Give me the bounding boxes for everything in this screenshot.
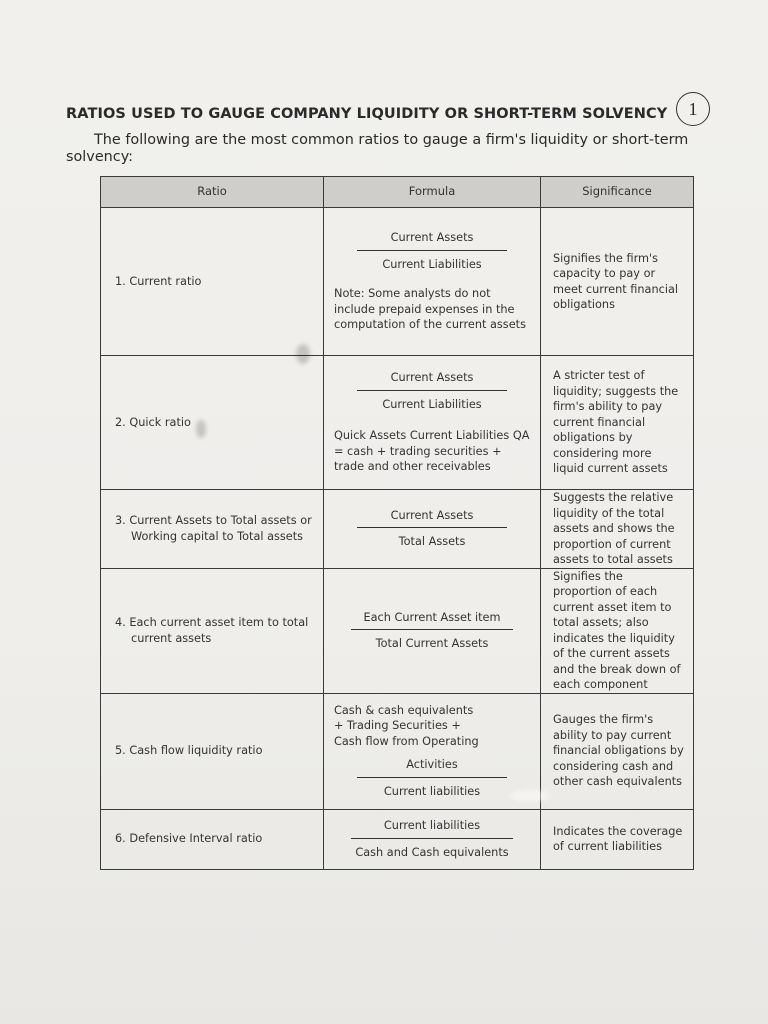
formula-numerator: Each Current Asset item [351,610,513,631]
ratio-cell [101,568,324,693]
formula-cell [324,809,541,869]
formula-cell [324,568,541,693]
formula-denominator: Current liabilities [383,784,481,798]
table-header-row [101,177,694,208]
ratio-name: 3. Current Assets to Total assets or Working capital to Total assets [115,514,312,543]
ratio-cell [101,356,324,490]
liquidity-ratios-table [100,176,694,870]
table-row [101,693,694,809]
significance-cell [541,490,694,569]
header-formula: Formula [324,177,541,208]
table-row [101,809,694,869]
significance-text: Signifies the proportion of each current asset item to total assets; also indicates the liquidity of the current assets and the break down of each component [553,569,681,691]
significance-cell [541,693,694,809]
significance-cell [541,208,694,356]
ratio-name: 5. Cash flow liquidity ratio [115,744,263,758]
formula-cell [324,356,541,490]
formula-numerator-line: Cash & cash equivalents [334,703,474,717]
formula-note: Quick Assets Current Liabilities QA = cash + trading securities + trade and other receivables [334,429,530,474]
significance-text: Indicates the coverage of current liabilities [553,824,683,853]
formula-denominator: Total Current Assets [375,637,489,650]
ratio-cell [101,693,324,809]
table-row [101,490,694,569]
formula-numerator: Current Assets [357,230,507,251]
significance-text: Gauges the firm's ability to pay current financial obligations by considering cash and other cash equivalents [553,713,684,789]
section-heading: RATIOS USED TO GAUGE COMPANY LIQUIDITY OR SHORT-TERM SOLVENCY [66,106,668,122]
formula-fraction [351,818,513,860]
formula-numerator: Current Assets [357,370,507,391]
formula-fraction [357,508,507,550]
formula-numerator: Current liabilities [351,818,513,839]
ratio-name: 2. Quick ratio [115,415,191,429]
header-ratio: Ratio [101,177,324,208]
table-row [101,208,694,356]
formula-fraction [357,370,507,412]
intro-paragraph [66,132,706,166]
intro-line-1: The following are the most common ratios to gauge a firm's liquidity or short-term [94,132,689,148]
significance-text: Suggests the relative liquidity of the total assets and shows the proportion of current assets to total assets [553,491,675,566]
formula-note: Note: Some analysts do not include prepaid expenses in the computation of the current assets [334,287,526,332]
table-row [101,356,694,490]
significance-cell [541,809,694,869]
formula-denominator: Current Liabilities [382,257,482,271]
ratio-name: 6. Defensive Interval ratio [115,832,263,846]
formula-numerator: Activities [357,757,507,778]
formula-fraction [357,230,507,272]
formula-denominator: Total Assets [398,535,466,549]
page-number: 1 [676,92,710,126]
header-significance: Significance [541,177,694,208]
formula-numerator: Current Assets [357,508,507,529]
ratio-name: 4. Each current asset item to total current assets [115,616,309,645]
formula-fraction [351,610,513,652]
significance-cell [541,568,694,693]
ratio-cell [101,490,324,569]
significance-cell [541,356,694,490]
formula-denominator: Current Liabilities [382,397,482,411]
formula-cell [324,693,541,809]
formula-numerator-line: Cash flow from Operating [334,734,479,748]
table-row [101,568,694,693]
formula-cell [324,208,541,356]
significance-text: Signifies the firm's capacity to pay or meet current financial obligations [553,251,679,311]
ratio-cell [101,809,324,869]
formula-fraction [357,757,507,799]
significance-text: A stricter test of liquidity; suggests the firm's ability to pay current financial obligations by considering more liquid current assets [553,369,679,476]
formula-numerator-line: + Trading Securities + [334,719,461,733]
formula-denominator: Cash and Cash equivalents [355,845,509,859]
formula-cell [324,490,541,569]
ratio-cell [101,208,324,356]
intro-line-2: solvency: [66,149,134,165]
ratio-name: 1. Current ratio [115,274,202,288]
